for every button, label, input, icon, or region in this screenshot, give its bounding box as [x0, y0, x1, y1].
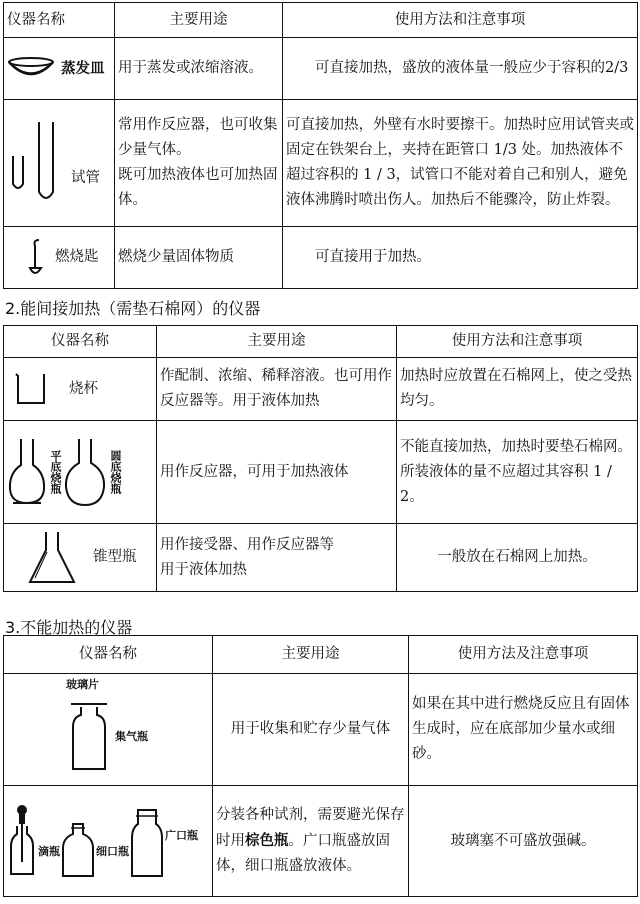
section-2-title: 2.能间接加热（需垫石棉网）的仪器 [5, 299, 261, 318]
header-note: 使用方法和注意事项 [283, 3, 638, 38]
cell-note: 加热时应放置在石棉网上，使之受热均匀。 [397, 358, 638, 421]
cell-use: 用于蒸发或浓缩溶液。 [115, 38, 283, 100]
use-text-start: 分装各种试剂，需要避光保存时用 [216, 807, 405, 849]
cell-note: 如果在其中进行燃烧反应且有固体生成时，应在底部加少量水或细砂。 [409, 674, 638, 786]
header-name: 仪器名称 [4, 326, 157, 358]
cell-evaporating-dish [4, 38, 115, 100]
flat-bottom-flask-icon [7, 437, 47, 507]
table-no-heating [3, 635, 638, 897]
section-3-title: 3.不能加热的仪器 [5, 618, 133, 637]
cell-combustion-spoon [4, 227, 115, 289]
use-text-bold: 棕色瓶 [245, 832, 289, 849]
header-use: 主要用途 [115, 3, 283, 38]
table-direct-heating [3, 2, 638, 289]
cell-use: 燃烧少量固体物质 [115, 227, 283, 289]
round-bottom-flask-icon [63, 437, 107, 507]
beaker-icon [13, 371, 49, 407]
cell-note: 玻璃塞不可盛放强碱。 [409, 786, 638, 897]
cell-gas-jar [4, 674, 213, 786]
cell-note: 一般放在石棉网上加热。 [397, 524, 638, 592]
conical-flask-label: 锥型瓶 [93, 549, 137, 565]
combustion-spoon-icon [27, 238, 49, 278]
header-note: 使用方法及注意事项 [409, 636, 638, 674]
dropper-bottle-icon [7, 804, 37, 878]
cell-use [213, 786, 409, 897]
cell-reagent-bottles [4, 786, 213, 897]
dropper-bottle-label: 滴瓶 [38, 845, 60, 858]
gas-jar-label: 集气瓶 [115, 730, 148, 743]
header-use: 主要用途 [213, 636, 409, 674]
cell-test-tube [4, 100, 115, 227]
header-note: 使用方法和注意事项 [397, 326, 638, 358]
cell-use: 用于收集和贮存少量气体 [213, 674, 409, 786]
cell-note: 可直接加热，盛放的液体量一般应少于容积的2/3 [283, 38, 638, 100]
narrow-mouth-bottle-label: 细口瓶 [96, 845, 129, 858]
cell-use: 用作反应器，可用于加热液体 [157, 421, 397, 524]
test-tube-label: 试管 [71, 169, 100, 186]
flat-bottom-flask-label: 平底烧瓶 [49, 450, 62, 494]
wide-mouth-bottle-icon [130, 808, 164, 878]
table-indirect-heating [3, 325, 638, 592]
cell-note: 可直接用于加热。 [283, 227, 638, 289]
cell-conical-flask [4, 524, 157, 592]
round-bottom-flask-label: 圆底烧瓶 [109, 450, 122, 494]
glass-plate-label: 玻璃片 [66, 678, 99, 691]
combustion-spoon-label: 燃烧匙 [55, 249, 99, 265]
cell-beaker [4, 358, 157, 421]
beaker-label: 烧杯 [69, 380, 98, 397]
cell-use: 常用作反应器，也可收集少量气体。 既可加热液体也可加热固体。 [115, 100, 283, 227]
header-name: 仪器名称 [4, 636, 213, 674]
evaporating-dish-icon [7, 56, 55, 82]
conical-flask-icon [27, 530, 77, 586]
gas-jar-icon [69, 701, 109, 773]
header-use: 主要用途 [157, 326, 397, 358]
test-tube-icon [7, 118, 65, 208]
header-name: 仪器名称 [4, 3, 115, 38]
cell-note: 不能直接加热，加热时要垫石棉网。所装液体的量不应超过其容积 1 / 2。 [397, 421, 638, 524]
wide-mouth-bottle-label: 广口瓶 [165, 829, 198, 842]
cell-use: 作配制、浓缩、稀释溶液。也可用作反应器等。用于液体加热 [157, 358, 397, 421]
narrow-mouth-bottle-icon [61, 822, 95, 878]
cell-use: 用作接受器、用作反应器等 用于液体加热 [157, 524, 397, 592]
cell-note: 可直接加热，外壁有水时要擦干。加热时应用试管夹或固定在铁架台上，夹持在距管口 1/3 处。加热液体不超过容积的 1 / 3，试管口不能对着自己和别人，避免液体沸腾时喷出伤人。加热后不能骤冷，防止炸裂。 [283, 100, 638, 227]
use-text-end: 。广口瓶盛放固体，细口瓶盛放液体。 [216, 833, 390, 874]
evaporating-dish-label: 蒸发皿 [61, 60, 105, 77]
cell-flasks [4, 421, 157, 524]
